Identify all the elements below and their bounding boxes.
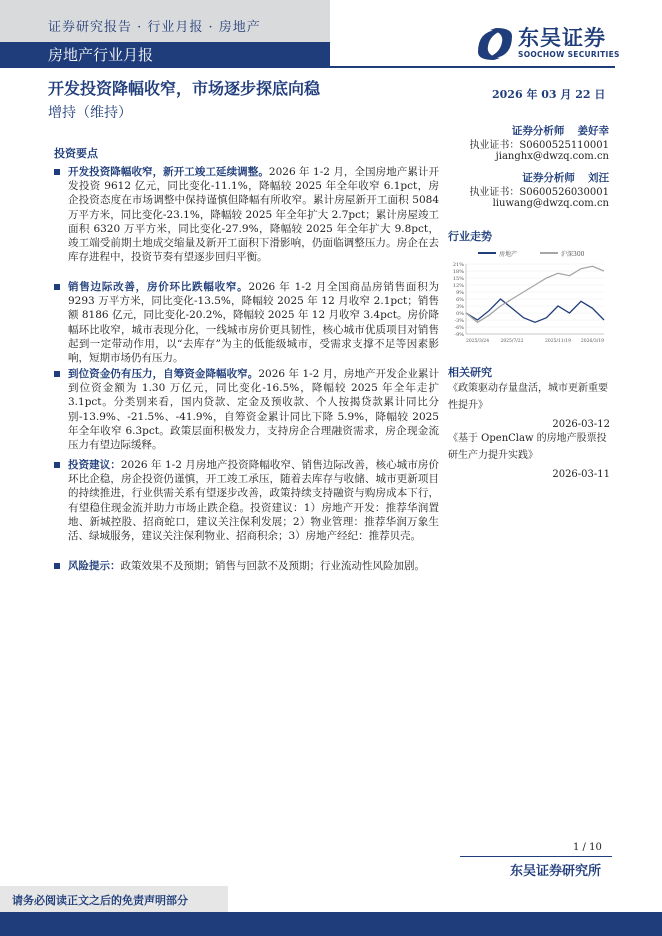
page-number: 1 / 10 <box>573 842 602 853</box>
key-point-text: 2026 年 1-2 月，房地产开发企业累计到位资金额为 1.30 万亿元，同比变化-16.5%，降幅较 2025 年全年走扩 3.1pct。分类别来看，国内贷款、定金及预收款、个人按揭贷款累计同比分别-13.9%、-21.5%、-41.9%，自筹资金累计同比下降 5.9%，降幅较 2025 年全年收窄 6.3pct。政策层面积极发力，支持房企合理融资需求，房企现金流压力有望边际缓释。 <box>68 368 439 452</box>
footer-org: 东吴证券研究所 <box>510 864 602 879</box>
key-point-lead: 开发投资降幅收窄，新开工竣工延续调整。 <box>68 166 269 178</box>
related-item[interactable]: 《基于 OpenClaw 的房地产股票投研生产力提升实践》 <box>448 433 607 461</box>
report-title: 开发投资降幅收窄，市场逐步探底向稳 <box>48 79 321 98</box>
key-point-2 <box>54 280 439 365</box>
trend-chart <box>448 246 608 346</box>
related-date: 2026-03-11 <box>552 469 610 480</box>
trend-title: 行业走势 <box>448 230 492 243</box>
y-tick-label: -3% <box>454 318 464 324</box>
y-tick-label: -6% <box>454 325 464 331</box>
report-series-label: 房地产行业月报 <box>0 42 330 68</box>
related-title: 相关研究 <box>448 366 492 379</box>
analyst-name: 姜好幸 <box>577 125 609 137</box>
x-tick-label: 2026/3/19 <box>580 339 604 344</box>
y-tick-label: -9% <box>454 332 464 338</box>
key-point-1 <box>54 165 439 264</box>
key-point-text: 2026 年 1-2 月全国商品房销售面积为 9293 万平方米，同比变化-13.5%，降幅较 2025 年 12 月收窄 2.1pct；销售额 8186 亿元，同比变化-20.2%，降幅较 2025 年 12 月收窄 3.4pct。房价降幅环比收窄，城市表现分化，一线城市房价更具韧性，核心城市优质项目对销售起到一定带动作用，以“去库存”为主的低能级城市，受需求支撑不足等因素影响，短期市场仍有压力。 <box>68 281 439 365</box>
rating: 增持（维持） <box>48 105 132 121</box>
key-point-lead: 投资建议： <box>68 459 121 471</box>
key-point-5 <box>54 559 439 573</box>
key-points-title: 投资要点 <box>54 147 98 160</box>
related-item[interactable]: 《政策驱动存量盘活，城市更新重要性提升》 <box>448 383 608 411</box>
logo-english-name: SOOCHOW SECURITIES <box>518 50 620 59</box>
key-point-text: 政策效果不及预期；销售与回款不及预期；行业流动性风险加剧。 <box>120 560 425 572</box>
bullet-icon <box>54 563 60 569</box>
bullet-icon <box>54 371 60 377</box>
breadcrumb: 证券研究报告 · 行业月报 · 房地产 <box>48 20 261 35</box>
x-tick-label: 2025/7/22 <box>500 339 524 344</box>
legend-label: 沪深300 <box>561 251 585 258</box>
series-line <box>466 266 604 322</box>
key-point-4 <box>54 458 439 543</box>
logo-name: 东吴证券 <box>518 25 606 50</box>
x-tick-label: 2025/11/19 <box>545 339 571 344</box>
key-point-lead: 到位资金仍有压力，自筹资金降幅收窄。 <box>68 368 259 380</box>
analyst-role: 证券分析师 <box>522 172 575 184</box>
y-tick-label: 15% <box>452 276 464 282</box>
key-point-lead: 销售边际改善，房价环比跌幅收窄。 <box>68 281 249 293</box>
analyst-email[interactable]: jianghx@dwzq.com.cn <box>495 151 609 162</box>
y-tick-label: 0% <box>456 311 464 317</box>
y-tick-label: 3% <box>456 304 464 310</box>
y-tick-label: 18% <box>452 269 464 275</box>
bullet-icon <box>54 284 60 290</box>
y-tick-label: 6% <box>456 297 464 303</box>
y-tick-label: 12% <box>452 283 464 289</box>
analyst-email[interactable]: liuwang@dwzq.com.cn <box>492 198 609 209</box>
report-date: 2026 年 03 月 22 日 <box>492 88 606 101</box>
key-point-3 <box>54 367 439 452</box>
analyst-license: 执业证书：S0600526030001 <box>469 187 609 198</box>
y-tick-label: 9% <box>456 290 464 296</box>
analyst-license: 执业证书：S0600525110001 <box>469 140 609 151</box>
bullet-icon <box>54 462 60 468</box>
legend-label: 房地产 <box>499 251 518 258</box>
bullet-icon <box>54 169 60 175</box>
series-line <box>466 299 604 322</box>
key-point-text: 2026 年 1-2 月房地产投资降幅收窄、销售边际改善，核心城市房价环比企稳，房企投资仍谨慎，开工竣工承压，随着去库存与收储、城市更新项目的持续推进，行业供需关系有望逐步改善，政策持续支持融资与购房成本下行，有望稳住现金流并助力市场止跌企稳。投资建议：1）房地产开发：推荐华润置地、新城控股、招商蛇口，建议关注保利发展；2）物业管理：推荐华润万象生活、绿城服务，建议关注保利物业、招商积余；3）房地产经纪：推荐贝壳。 <box>68 459 439 543</box>
analyst-name: 刘汪 <box>588 172 609 184</box>
key-point-text: 2026 年 1-2 月，全国房地产累计开发投资 9612 亿元，同比变化-11.1%，降幅较 2025 年全年收窄 6.1pct，房企投资态度在市场调整中保持谨慎但降幅有所收窄。累计房屋新开工面积 5084 万平方米，同比变化-23.1%，降幅较 2025 年全年扩大 2.7pct；累计房屋竣工面积 6320 万平方米，同比变化-27.9%，降幅较 2025 年全年扩大 9.8pct，竣工端受前期土地成交缩量及新开工面积下滑影响，仍面临调整压力。房企在去库存进程中，投资节奏有望逐步回归平衡。 <box>68 166 440 264</box>
x-tick-label: 2025/3/24 <box>466 339 490 344</box>
disclaimer-note[interactable]: 请务必阅读正文之后的免责声明部分 <box>12 894 188 907</box>
key-point-lead: 风险提示： <box>68 560 121 572</box>
related-date: 2026-03-12 <box>552 419 610 430</box>
footer-band <box>0 912 662 936</box>
header-divider <box>330 66 615 68</box>
analyst-role: 证券分析师 <box>511 125 565 137</box>
y-tick-label: 21% <box>452 262 464 268</box>
footer-divider <box>460 856 612 857</box>
